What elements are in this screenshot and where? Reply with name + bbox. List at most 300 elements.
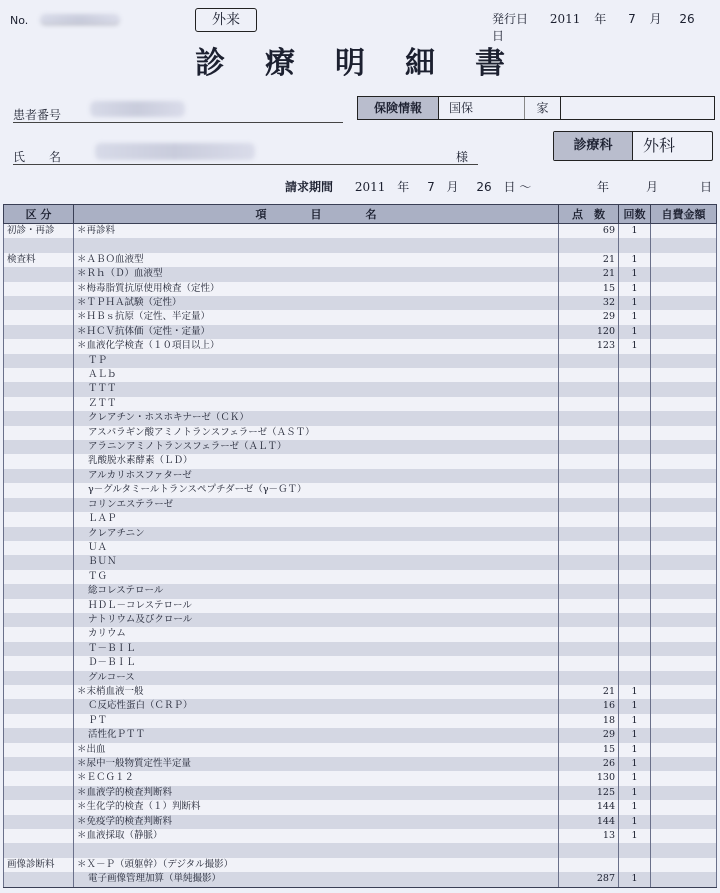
row-self-pay bbox=[651, 224, 717, 239]
row-self-pay bbox=[651, 613, 717, 627]
row-points bbox=[559, 354, 619, 368]
table-row bbox=[4, 282, 717, 296]
table-row bbox=[4, 354, 717, 368]
row-count: 1 bbox=[619, 714, 651, 728]
row-self-pay bbox=[651, 382, 717, 396]
row-category bbox=[4, 397, 74, 411]
period-month-unit: 月 bbox=[446, 180, 459, 194]
row-category bbox=[4, 786, 74, 800]
row-points bbox=[559, 555, 619, 569]
table-row bbox=[4, 267, 717, 281]
row-category bbox=[4, 815, 74, 829]
row-category bbox=[4, 728, 74, 742]
row-points bbox=[559, 469, 619, 483]
row-self-pay bbox=[651, 541, 717, 555]
row-count bbox=[619, 570, 651, 584]
document-number-label: No. bbox=[10, 14, 29, 27]
row-item-name: ＊生化学的検査（１）判断料 bbox=[74, 800, 559, 814]
row-self-pay bbox=[651, 800, 717, 814]
row-category bbox=[4, 714, 74, 728]
table-row bbox=[4, 382, 717, 396]
row-category bbox=[4, 483, 74, 497]
row-item-name: ＊尿中一般物質定性半定量 bbox=[74, 757, 559, 771]
row-points bbox=[559, 627, 619, 641]
row-self-pay bbox=[651, 498, 717, 512]
row-count bbox=[619, 483, 651, 497]
row-count: 1 bbox=[619, 771, 651, 785]
row-self-pay bbox=[651, 815, 717, 829]
table-row bbox=[4, 325, 717, 339]
table-row bbox=[4, 800, 717, 814]
table-row bbox=[4, 613, 717, 627]
row-item-name: ＊出血 bbox=[74, 743, 559, 757]
row-self-pay bbox=[651, 671, 717, 685]
issue-day: 26 bbox=[679, 12, 695, 26]
insurance-relation: 家 bbox=[525, 97, 561, 119]
row-item-name: ＊免疫学的検査判断料 bbox=[74, 815, 559, 829]
row-category bbox=[4, 267, 74, 281]
row-points bbox=[559, 642, 619, 656]
insurance-label: 保険情報 bbox=[358, 97, 439, 119]
department-box bbox=[553, 131, 713, 161]
row-category bbox=[4, 829, 74, 843]
header-count: 回数 bbox=[619, 205, 651, 224]
table-row bbox=[4, 397, 717, 411]
row-self-pay bbox=[651, 469, 717, 483]
table-row bbox=[4, 238, 717, 252]
row-item-name: ＊ＴＰＨＡ試験（定性） bbox=[74, 296, 559, 310]
row-item-name: ＊再診料 bbox=[74, 224, 559, 239]
row-self-pay bbox=[651, 426, 717, 440]
row-category bbox=[4, 872, 74, 887]
row-count bbox=[619, 238, 651, 252]
row-self-pay bbox=[651, 699, 717, 713]
row-item-name: ＰＴ bbox=[74, 714, 559, 728]
row-points bbox=[559, 541, 619, 555]
row-count: 1 bbox=[619, 829, 651, 843]
row-count: 1 bbox=[619, 685, 651, 699]
row-count bbox=[619, 656, 651, 670]
row-item-name: カリウム bbox=[74, 627, 559, 641]
row-category bbox=[4, 296, 74, 310]
table-row bbox=[4, 584, 717, 598]
row-points bbox=[559, 671, 619, 685]
table-row bbox=[4, 512, 717, 526]
row-category bbox=[4, 771, 74, 785]
issue-date-label: 発行日 bbox=[492, 12, 529, 26]
row-self-pay bbox=[651, 757, 717, 771]
row-item-name: グルコース bbox=[74, 671, 559, 685]
period-month: 7 bbox=[427, 180, 435, 194]
table-row bbox=[4, 426, 717, 440]
table-row bbox=[4, 786, 717, 800]
row-item-name: ＊ＨＢｓ抗原（定性、半定量） bbox=[74, 310, 559, 324]
row-category bbox=[4, 627, 74, 641]
row-self-pay bbox=[651, 339, 717, 353]
table-row bbox=[4, 728, 717, 742]
row-count bbox=[619, 541, 651, 555]
row-self-pay bbox=[651, 858, 717, 872]
row-count bbox=[619, 843, 651, 857]
header-category: 区 分 bbox=[4, 205, 74, 224]
row-points: 16 bbox=[559, 699, 619, 713]
issue-month-unit: 月 bbox=[649, 12, 662, 26]
row-count bbox=[619, 599, 651, 613]
row-self-pay bbox=[651, 685, 717, 699]
row-category bbox=[4, 339, 74, 353]
row-item-name: ＊血液採取（静脈） bbox=[74, 829, 559, 843]
row-points bbox=[559, 858, 619, 872]
row-self-pay bbox=[651, 714, 717, 728]
row-category bbox=[4, 440, 74, 454]
issue-year: 2011 bbox=[549, 12, 581, 26]
row-points: 15 bbox=[559, 743, 619, 757]
row-item-name: ＊梅毒脂質抗原使用検査（定性） bbox=[74, 282, 559, 296]
patient-number-redacted bbox=[90, 101, 185, 117]
row-count bbox=[619, 469, 651, 483]
row-points: 13 bbox=[559, 829, 619, 843]
row-self-pay bbox=[651, 368, 717, 382]
row-count: 1 bbox=[619, 815, 651, 829]
row-self-pay bbox=[651, 829, 717, 843]
document-number-redacted bbox=[40, 14, 120, 25]
row-self-pay bbox=[651, 843, 717, 857]
row-count bbox=[619, 527, 651, 541]
row-item-name: Ｄ－ＢＩＬ bbox=[74, 656, 559, 670]
row-category: 画像診断料 bbox=[4, 858, 74, 872]
header-item-name: 項 目 名 bbox=[74, 205, 559, 224]
row-item-name: 電子画像管理加算（単純撮影） bbox=[74, 872, 559, 887]
row-points: 26 bbox=[559, 757, 619, 771]
row-item-name: ＊Ｘ－Ｐ（頭躯幹）（デジタル撮影） bbox=[74, 858, 559, 872]
period-label: 請求期間 bbox=[285, 180, 334, 194]
row-self-pay bbox=[651, 743, 717, 757]
table-row bbox=[4, 527, 717, 541]
row-category bbox=[4, 541, 74, 555]
table-row bbox=[4, 599, 717, 613]
insurance-info-box bbox=[357, 96, 715, 120]
table-row bbox=[4, 714, 717, 728]
row-points: 120 bbox=[559, 325, 619, 339]
row-points bbox=[559, 454, 619, 468]
row-item-name: クレアチニン bbox=[74, 527, 559, 541]
row-count: 1 bbox=[619, 296, 651, 310]
table-row bbox=[4, 858, 717, 872]
table-row bbox=[4, 541, 717, 555]
patient-number-line bbox=[13, 122, 343, 123]
period-day: 26 bbox=[476, 180, 492, 194]
row-category bbox=[4, 671, 74, 685]
table-row bbox=[4, 699, 717, 713]
row-points bbox=[559, 843, 619, 857]
row-points bbox=[559, 411, 619, 425]
row-self-pay bbox=[651, 584, 717, 598]
insurance-type: 国保 bbox=[439, 97, 525, 119]
row-count: 1 bbox=[619, 224, 651, 239]
row-count: 1 bbox=[619, 786, 651, 800]
row-self-pay bbox=[651, 642, 717, 656]
row-item-name: ＊血液化学検査（１０項目以上） bbox=[74, 339, 559, 353]
table-row bbox=[4, 454, 717, 468]
row-count: 1 bbox=[619, 339, 651, 353]
table-row bbox=[4, 224, 717, 239]
header-self-pay: 自費金額 bbox=[651, 205, 717, 224]
table-row bbox=[4, 829, 717, 843]
table-row bbox=[4, 555, 717, 569]
row-points bbox=[559, 382, 619, 396]
row-count bbox=[619, 440, 651, 454]
row-self-pay bbox=[651, 440, 717, 454]
row-points bbox=[559, 613, 619, 627]
row-points: 130 bbox=[559, 771, 619, 785]
row-count bbox=[619, 454, 651, 468]
row-points bbox=[559, 527, 619, 541]
row-item-name: コリンエステラーゼ bbox=[74, 498, 559, 512]
table-row bbox=[4, 368, 717, 382]
row-self-pay bbox=[651, 267, 717, 281]
row-points: 21 bbox=[559, 253, 619, 267]
row-category bbox=[4, 642, 74, 656]
row-category bbox=[4, 325, 74, 339]
row-count: 1 bbox=[619, 743, 651, 757]
row-category bbox=[4, 310, 74, 324]
table-row bbox=[4, 411, 717, 425]
row-item-name: ＊ＥＣＧ１２ bbox=[74, 771, 559, 785]
row-count bbox=[619, 627, 651, 641]
row-item-name: アラニンアミノトランスフェラーゼ（ＡＬＴ） bbox=[74, 440, 559, 454]
row-category bbox=[4, 382, 74, 396]
honorific: 様 bbox=[456, 150, 469, 164]
row-item-name: ＺＴＴ bbox=[74, 397, 559, 411]
table-row bbox=[4, 815, 717, 829]
table-row bbox=[4, 310, 717, 324]
row-category bbox=[4, 555, 74, 569]
row-item-name: ＊ＡＢＯ血液型 bbox=[74, 253, 559, 267]
row-points: 32 bbox=[559, 296, 619, 310]
row-self-pay bbox=[651, 354, 717, 368]
row-category bbox=[4, 512, 74, 526]
issue-year-unit: 年 bbox=[594, 12, 607, 26]
row-category bbox=[4, 584, 74, 598]
row-category bbox=[4, 570, 74, 584]
table-row bbox=[4, 685, 717, 699]
table-row bbox=[4, 757, 717, 771]
patient-number-label: 患者番号 bbox=[13, 108, 62, 122]
table-row bbox=[4, 771, 717, 785]
row-category: 検査料 bbox=[4, 253, 74, 267]
row-points: 29 bbox=[559, 310, 619, 324]
row-self-pay bbox=[651, 771, 717, 785]
patient-name-label: 氏 名 bbox=[13, 150, 62, 164]
table-row bbox=[4, 469, 717, 483]
row-count: 1 bbox=[619, 872, 651, 887]
row-points bbox=[559, 368, 619, 382]
row-count: 1 bbox=[619, 757, 651, 771]
row-count bbox=[619, 498, 651, 512]
patient-name-redacted bbox=[95, 143, 255, 160]
table-row bbox=[4, 671, 717, 685]
row-count: 1 bbox=[619, 699, 651, 713]
row-item-name: ＵＡ bbox=[74, 541, 559, 555]
row-item-name: ＴＧ bbox=[74, 570, 559, 584]
period-year-unit: 年 bbox=[397, 180, 410, 194]
row-category bbox=[4, 469, 74, 483]
table-row bbox=[4, 656, 717, 670]
row-self-pay bbox=[651, 483, 717, 497]
row-count bbox=[619, 584, 651, 598]
row-self-pay bbox=[651, 397, 717, 411]
row-self-pay bbox=[651, 872, 717, 887]
row-points bbox=[559, 397, 619, 411]
row-points: 29 bbox=[559, 728, 619, 742]
table-row bbox=[4, 339, 717, 353]
row-points bbox=[559, 584, 619, 598]
row-self-pay bbox=[651, 282, 717, 296]
row-points: 125 bbox=[559, 786, 619, 800]
row-self-pay bbox=[651, 786, 717, 800]
row-item-name: ＴＴＴ bbox=[74, 382, 559, 396]
row-category bbox=[4, 368, 74, 382]
row-category bbox=[4, 454, 74, 468]
row-item-name bbox=[74, 238, 559, 252]
row-category bbox=[4, 411, 74, 425]
row-category bbox=[4, 843, 74, 857]
row-self-pay bbox=[651, 253, 717, 267]
row-count bbox=[619, 382, 651, 396]
row-item-name: γ－グルタミールトランスペプチダーゼ（γ－ＧＴ） bbox=[74, 483, 559, 497]
row-item-name: Ｃ反応性蛋白（ＣＲＰ） bbox=[74, 699, 559, 713]
row-self-pay bbox=[651, 238, 717, 252]
billing-period bbox=[285, 178, 531, 195]
row-item-name: アルカリホスファターゼ bbox=[74, 469, 559, 483]
billing-table bbox=[3, 204, 717, 888]
table-row bbox=[4, 570, 717, 584]
table-row bbox=[4, 498, 717, 512]
row-self-pay bbox=[651, 627, 717, 641]
row-points: 15 bbox=[559, 282, 619, 296]
row-category bbox=[4, 498, 74, 512]
row-item-name: 総コレステロール bbox=[74, 584, 559, 598]
outpatient-box: 外来 bbox=[195, 8, 257, 32]
row-self-pay bbox=[651, 512, 717, 526]
issue-day-unit: 日 bbox=[492, 29, 505, 43]
row-self-pay bbox=[651, 599, 717, 613]
row-count bbox=[619, 671, 651, 685]
period-separator: 日 ～ bbox=[503, 180, 532, 194]
row-item-name: ＬＡＰ bbox=[74, 512, 559, 526]
row-points bbox=[559, 238, 619, 252]
period-end-day-unit: 日 bbox=[700, 180, 713, 194]
row-count: 1 bbox=[619, 253, 651, 267]
issue-month: 7 bbox=[628, 12, 636, 26]
row-self-pay bbox=[651, 296, 717, 310]
table-row bbox=[4, 440, 717, 454]
row-points: 21 bbox=[559, 267, 619, 281]
table-row bbox=[4, 843, 717, 857]
department-label: 診療科 bbox=[554, 132, 633, 160]
row-item-name: ＨＤＬ－コレステロール bbox=[74, 599, 559, 613]
row-count bbox=[619, 613, 651, 627]
row-item-name: アスパラギン酸アミノトランスフェラーゼ（ＡＳＴ） bbox=[74, 426, 559, 440]
row-points bbox=[559, 426, 619, 440]
row-category bbox=[4, 757, 74, 771]
row-item-name: ＊末梢血液一般 bbox=[74, 685, 559, 699]
row-item-name: ＊Ｒｈ（Ｄ）血液型 bbox=[74, 267, 559, 281]
row-points: 69 bbox=[559, 224, 619, 239]
row-points bbox=[559, 440, 619, 454]
row-count: 1 bbox=[619, 267, 651, 281]
row-points bbox=[559, 570, 619, 584]
row-points: 144 bbox=[559, 815, 619, 829]
row-category bbox=[4, 238, 74, 252]
row-points: 144 bbox=[559, 800, 619, 814]
row-category bbox=[4, 800, 74, 814]
row-item-name: 活性化ＰＴＴ bbox=[74, 728, 559, 742]
row-self-pay bbox=[651, 454, 717, 468]
row-category bbox=[4, 743, 74, 757]
table-row bbox=[4, 743, 717, 757]
row-count bbox=[619, 512, 651, 526]
row-item-name: ＊ＨＣＶ抗体価（定性・定量） bbox=[74, 325, 559, 339]
period-end-month-unit: 月 bbox=[646, 180, 659, 194]
row-points: 18 bbox=[559, 714, 619, 728]
period-end-year-unit: 年 bbox=[597, 180, 610, 194]
row-self-pay bbox=[651, 728, 717, 742]
row-category bbox=[4, 527, 74, 541]
row-category bbox=[4, 282, 74, 296]
row-category bbox=[4, 656, 74, 670]
table-header-row bbox=[4, 205, 717, 224]
row-points bbox=[559, 599, 619, 613]
row-item-name: ＴＰ bbox=[74, 354, 559, 368]
row-count bbox=[619, 426, 651, 440]
row-item-name: ＡＬｂ bbox=[74, 368, 559, 382]
header-points: 点 数 bbox=[559, 205, 619, 224]
row-count: 1 bbox=[619, 728, 651, 742]
row-self-pay bbox=[651, 656, 717, 670]
row-self-pay bbox=[651, 555, 717, 569]
row-count: 1 bbox=[619, 800, 651, 814]
table-row bbox=[4, 642, 717, 656]
department-value: 外科 bbox=[643, 136, 676, 155]
row-count bbox=[619, 368, 651, 382]
table-row bbox=[4, 872, 717, 887]
row-category: 初診・再診 bbox=[4, 224, 74, 239]
row-item-name: クレアチン・ホスホキナーゼ（ＣＫ） bbox=[74, 411, 559, 425]
row-item-name bbox=[74, 843, 559, 857]
row-count: 1 bbox=[619, 282, 651, 296]
row-category bbox=[4, 426, 74, 440]
row-count: 1 bbox=[619, 310, 651, 324]
table-row bbox=[4, 627, 717, 641]
row-points bbox=[559, 483, 619, 497]
row-item-name: ナトリウム及びクロール bbox=[74, 613, 559, 627]
row-count bbox=[619, 858, 651, 872]
table-row bbox=[4, 296, 717, 310]
table-row bbox=[4, 483, 717, 497]
row-category bbox=[4, 599, 74, 613]
row-count bbox=[619, 642, 651, 656]
row-count bbox=[619, 397, 651, 411]
row-category bbox=[4, 613, 74, 627]
row-self-pay bbox=[651, 570, 717, 584]
row-points bbox=[559, 498, 619, 512]
row-count bbox=[619, 411, 651, 425]
row-item-name: Ｔ－ＢＩＬ bbox=[74, 642, 559, 656]
row-count bbox=[619, 555, 651, 569]
row-points: 123 bbox=[559, 339, 619, 353]
row-count: 1 bbox=[619, 325, 651, 339]
